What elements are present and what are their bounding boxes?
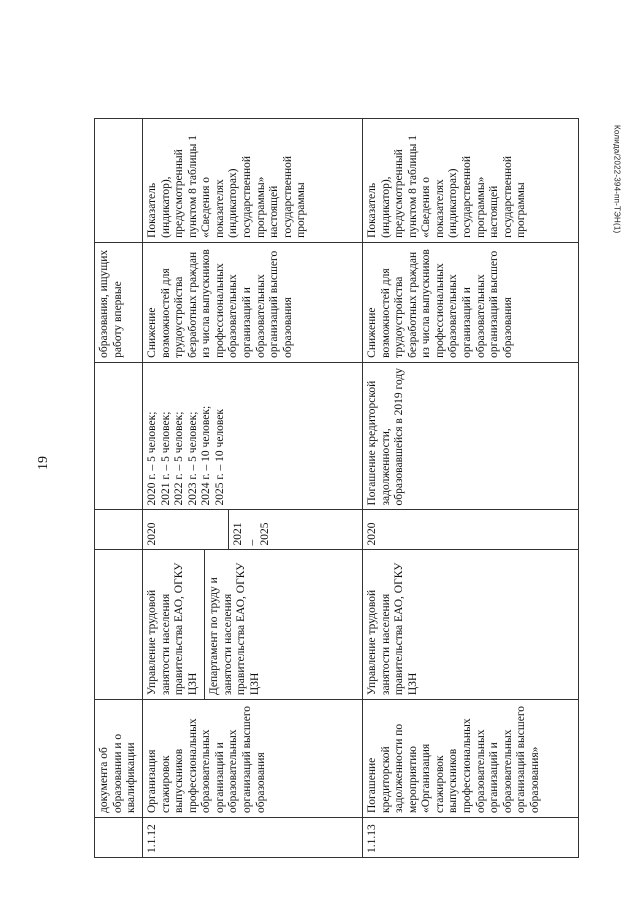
cell-indicator: Снижение возможностей для трудоустройства безработных граждан из числа выпускников профессиональных образовательных организаций и образовательных организаций высшего образования (363, 242, 579, 362)
result-line: 2021 г. – 5 человек; (159, 411, 172, 506)
table-row (363, 119, 579, 858)
result-line: 2020 г. – 5 человек; (146, 411, 158, 506)
measures-table (94, 118, 579, 858)
result-line: 2025 г. – 10 человек (213, 409, 226, 506)
cell-num: 1.1.13 (363, 818, 579, 858)
cell-num: 1.1.12 (143, 818, 363, 858)
cell-name: Погашение кредиторской задолженности по мероприятию «Организация стажировок выпускников профессиональных образовательных организаций и образовательных организаций высшего образования» (363, 700, 579, 818)
result-line: 2024 г. – 10 человек; (200, 405, 213, 506)
responsible-entry: Управление трудовой занятости населения правительства ЕАО, ОГКУ ЦЗН (146, 562, 199, 696)
cell-year: 2020 (363, 510, 579, 550)
document-code-label: Колида/2022-394-пп-ТЭН(1) (612, 125, 622, 234)
table-row-continuation (95, 119, 143, 858)
cell-doc: Показатель (индикатор), предусмотренный пунктом 8 таблицы 1 «Сведения о показателях (индикаторах) государственной программы» настоящей государственной программы (143, 119, 363, 243)
cell-name: Организация стажировок выпускников профессиональных образовательных организаций и образовательных организаций высшего образования (143, 700, 363, 818)
cell-responsible: Управление трудовой занятости населения правительства ЕАО, ОГКУ ЦЗН (363, 550, 579, 700)
cell-doc (95, 119, 143, 243)
cell-indicator: Снижение возможностей для трудоустройства безработных граждан из числа выпускников профессиональных образовательных организаций и образовательных организаций высшего образования (143, 242, 363, 362)
cell-doc: Показатель (индикатор), предусмотренный пунктом 8 таблицы 1 «Сведения о показателях (индикаторах) государственной программы» настоящей государственной программы (363, 119, 579, 243)
cell-name: документа об образовании и о квалификации (95, 700, 143, 818)
cell-result: Погашение кредиторской задолженности, образовавшейся в 2019 году (363, 362, 579, 510)
cell-result (95, 362, 143, 510)
year-value: 2020 (146, 522, 158, 546)
year-value: 2021 – 2025 (228, 511, 273, 550)
cell-indicator: образования, ищущих работу впервые (95, 242, 143, 362)
cell-year (143, 510, 363, 550)
table-row (143, 119, 363, 858)
result-line: 2023 г. – 5 человек; (186, 411, 199, 506)
cell-result (143, 362, 363, 510)
rotated-table-frame (94, 118, 639, 853)
cell-year (95, 510, 143, 550)
responsible-entry: Департамент по труду и занятости населения правительства ЕАО, ОГКУ ЦЗН (204, 550, 262, 699)
result-line: 2022 г. – 5 человек; (173, 411, 186, 506)
cell-responsible (95, 550, 143, 700)
page-number: 19 (36, 456, 51, 470)
cell-num (95, 818, 143, 858)
cell-responsible (143, 550, 363, 700)
